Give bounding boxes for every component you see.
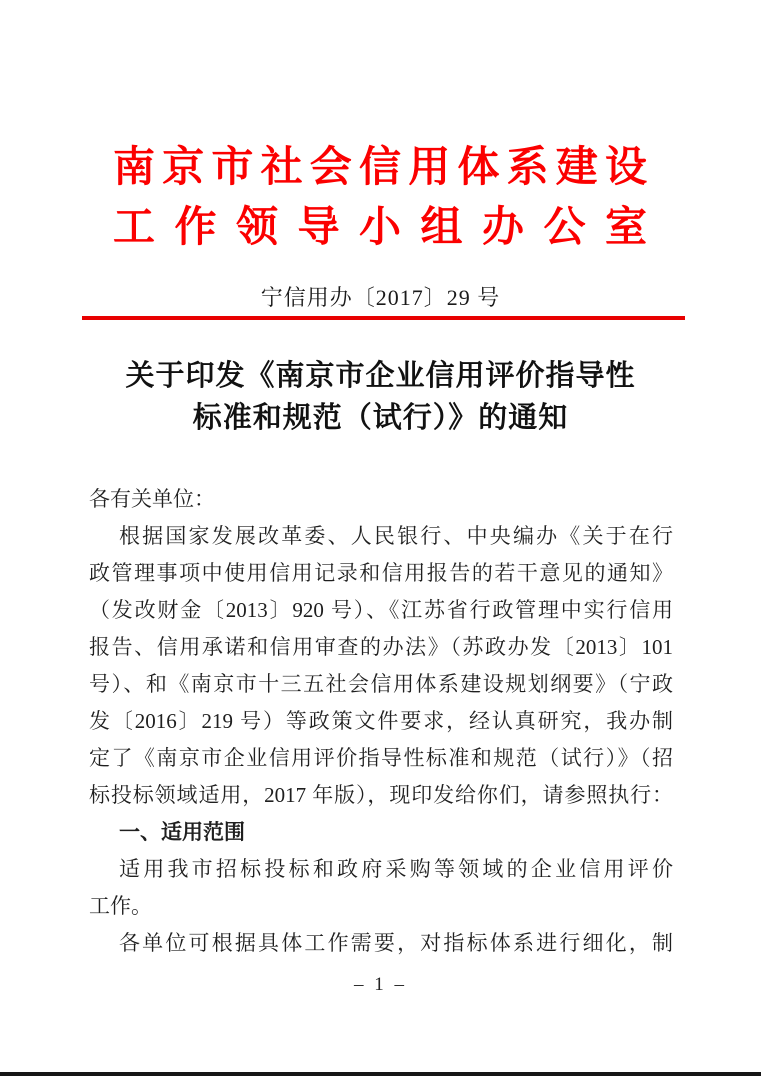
document-body: [89, 481, 673, 962]
body-line: 号）、和《南京市十三五社会信用体系建设规划纲要》（宁政: [89, 672, 673, 696]
body-line: 根据国家发展改革委、人民银行、中央编办《关于在行: [119, 524, 673, 548]
body-line: 工作。: [89, 894, 152, 918]
document-title-line-1: 关于印发《南京市企业信用评价指导性: [125, 360, 636, 392]
salutation: 各有关单位：: [89, 487, 215, 511]
body-line: 各单位可根据具体工作需要，对指标体系进行细化，制: [119, 931, 673, 955]
body-line: 适用我市招标投标和政府采购等领域的企业信用评价: [119, 857, 673, 881]
body-line: （发改财金〔2013〕920 号）、《江苏省行政管理中实行信用: [89, 598, 673, 622]
red-separator-rule: [82, 316, 685, 320]
section-heading: 一、适用范围: [119, 820, 245, 844]
body-line: 政管理事项中使用信用记录和信用报告的若干意见的通知》: [89, 561, 673, 585]
issuing-authority-header: [113, 138, 647, 258]
document-title: [0, 355, 761, 439]
document-title-line-2: 标准和规范（试行）》的通知: [192, 402, 569, 434]
scan-edge-artifact: [0, 1072, 761, 1076]
issuing-authority-line-1: 南京市社会信用体系建设: [113, 145, 647, 191]
body-line: 定了《南京市企业信用评价指导性标准和规范（试行）》（招: [89, 746, 673, 770]
document-number: 宁信用办〔2017〕29 号: [260, 285, 501, 310]
body-line: 报告、信用承诺和信用审查的办法》（苏政办发〔2013〕101: [89, 635, 673, 659]
issuing-authority-line-2: 工作领导小组办公室: [113, 205, 647, 251]
body-line: 标投标领域适用，2017 年版），现印发给你们，请参照执行：: [89, 783, 673, 807]
page-number: – 1 –: [354, 974, 407, 995]
body-line: 发〔2016〕219 号）等政策文件要求，经认真研究，我办制: [89, 709, 673, 733]
